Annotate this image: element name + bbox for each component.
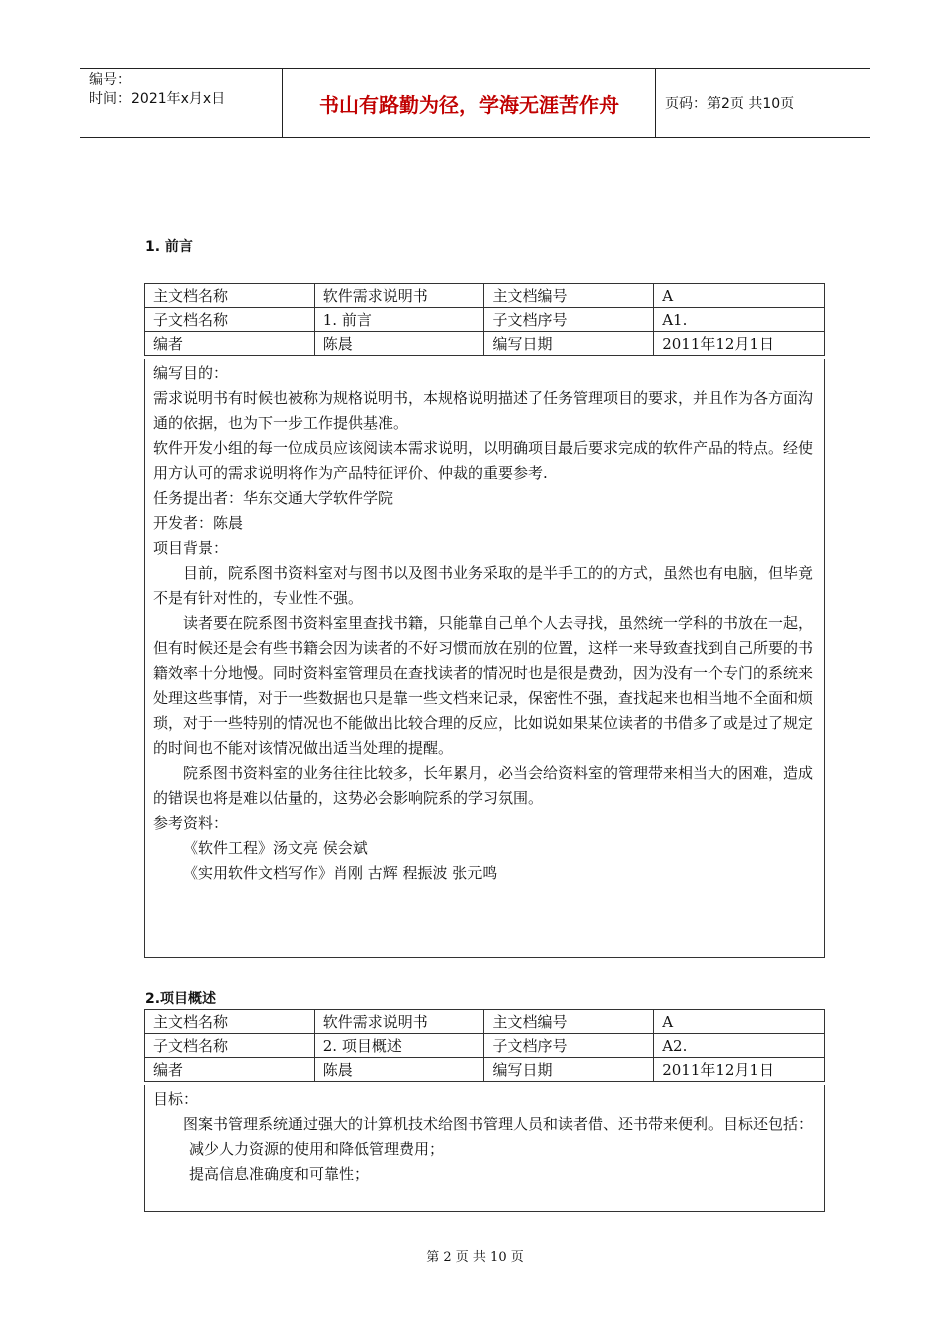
table-cell: 编写日期	[484, 1058, 654, 1082]
section1-meta-table	[144, 283, 825, 356]
table-cell: 1. 前言	[314, 308, 484, 332]
time-label: 时间：2021年x月x日	[89, 91, 226, 107]
reference-item: 《软件工程》汤文亮 侯会斌	[183, 839, 368, 857]
table-cell: 主文档编号	[484, 284, 654, 308]
table-cell: 2. 项目概述	[314, 1034, 484, 1058]
paragraph: 项目背景：	[153, 539, 229, 557]
paragraph: 任务提出者：华东交通大学软件学院	[153, 489, 394, 507]
paragraph: 图案书管理系统通过强大的计算机技术给图书管理人员和读者借、还书带来便利。目标还包括：	[183, 1115, 814, 1133]
paragraph: 读者要在院系图书资料室里查找书籍，只能靠自己单个人去寻找，虽然统一学科的书放在一起，但有时候还是会有些书籍会因为读者的不好习惯而放在别的位置，这样一来导致查找到自己所要的书籍效率十分地慢。同时资料室管理员在查找读者的情况时也是很是费劲，因为没有一个专门的系统来处理这些事情，对于一些数据也只是靠一些文档来记录，保密性不强，查找起来也相当地不全面和烦琐，对于一些特别的情况也不能做出比较合理的反应，比如说如果某位读者的书借多了或是过了规定的时间也不能对该情况做出适当处理的提醒。	[153, 614, 814, 757]
motto: 书山有路勤为径，学海无涯苦作舟	[283, 69, 656, 137]
section2-meta-table	[144, 1009, 825, 1082]
table-cell: 软件需求说明书	[314, 284, 484, 308]
table-cell: 子文档序号	[484, 308, 654, 332]
header-info-cell	[80, 69, 283, 137]
goal-item: 减少人力资源的使用和降低管理费用；	[189, 1140, 445, 1158]
table-cell: A2.	[654, 1034, 825, 1058]
paragraph: 目前，院系图书资料室对与图书以及图书业务采取的是半手工的的方式，虽然也有电脑，但毕竟不是有针对性的，专业性不强。	[153, 564, 814, 607]
table-cell: A	[654, 1010, 825, 1034]
table-cell: A	[654, 284, 825, 308]
table-cell: 主文档名称	[145, 284, 315, 308]
table-row	[145, 1010, 825, 1034]
table-row	[145, 332, 825, 356]
paragraph: 参考资料：	[153, 814, 229, 832]
table-cell: 子文档名称	[145, 1034, 315, 1058]
table-cell: 子文档名称	[145, 308, 315, 332]
number-label: 编号：	[89, 72, 131, 88]
paragraph: 编写目的：	[153, 364, 229, 382]
section2-heading: 2.项目概述	[145, 991, 217, 1007]
paragraph: 目标：	[153, 1090, 199, 1108]
table-cell: 2011年12月1日	[654, 332, 825, 356]
reference-item: 《实用软件文档写作》肖刚 古辉 程振波 张元鸣	[183, 864, 498, 882]
table-cell: 陈晨	[314, 332, 484, 356]
page-indicator: 页码：第2页 共10页	[665, 96, 795, 112]
paragraph: 院系图书资料室的业务往往比较多，长年累月，必当会给资料室的管理带来相当大的困难，造成的错误也将是难以估量的，这势必会影响院系的学习氛围。	[153, 764, 814, 807]
table-row	[145, 308, 825, 332]
table-cell: 编写日期	[484, 332, 654, 356]
table-cell: 软件需求说明书	[314, 1010, 484, 1034]
goal-item: 提高信息准确度和可靠性；	[189, 1165, 370, 1183]
table-cell: 2011年12月1日	[654, 1058, 825, 1082]
table-cell: 陈晨	[314, 1058, 484, 1082]
section1-heading: 1. 前言	[145, 239, 193, 255]
page-footer: 第 2 页 共 10 页	[426, 1250, 524, 1265]
table-cell: 子文档序号	[484, 1034, 654, 1058]
table-cell: 主文档编号	[484, 1010, 654, 1034]
section2-body	[144, 1085, 825, 1212]
table-row	[145, 1034, 825, 1058]
table-cell: 编者	[145, 1058, 315, 1082]
section1-body	[144, 359, 825, 958]
page-header	[80, 68, 870, 138]
table-cell: A1.	[654, 308, 825, 332]
paragraph: 软件开发小组的每一位成员应该阅读本需求说明，以明确项目最后要求完成的软件产品的特点。经使用方认可的需求说明将作为产品特征评价、仲裁的重要参考.	[153, 439, 814, 482]
paragraph: 需求说明书有时候也被称为规格说明书，本规格说明描述了任务管理项目的要求，并且作为各方面沟通的依据，也为下一步工作提供基准。	[153, 389, 814, 432]
paragraph: 开发者：陈晨	[153, 514, 244, 532]
table-row	[145, 1058, 825, 1082]
table-cell: 编者	[145, 332, 315, 356]
table-row	[145, 284, 825, 308]
table-cell: 主文档名称	[145, 1010, 315, 1034]
